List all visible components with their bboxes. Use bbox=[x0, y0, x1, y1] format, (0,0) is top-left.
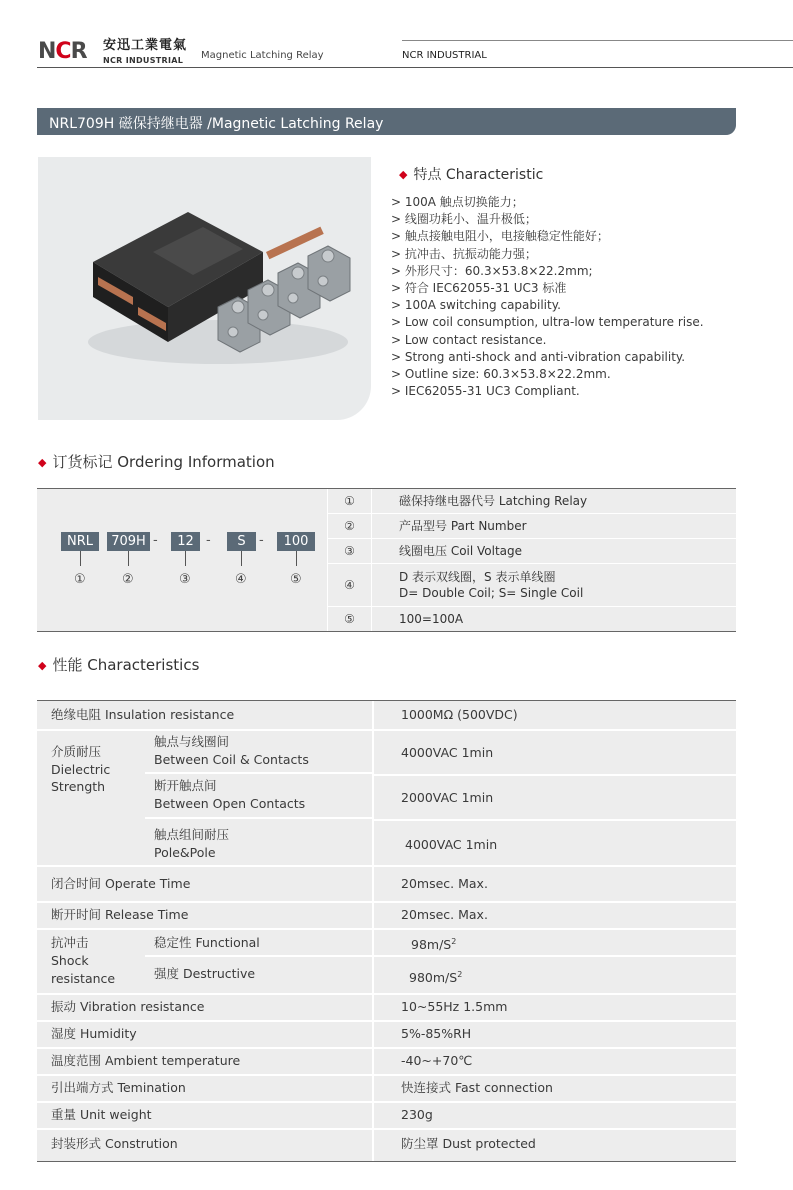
spec-label-cell bbox=[37, 995, 372, 1020]
spec-label-cell bbox=[37, 1049, 372, 1074]
feature-item: > 触点接触电阻小，电接触稳定性能好； bbox=[391, 229, 609, 244]
spec-value-cell bbox=[374, 957, 736, 993]
code-coil: S bbox=[227, 532, 256, 551]
code-index: ① bbox=[74, 572, 86, 587]
dielectric-sub-label: Pole&Pole bbox=[154, 845, 216, 860]
shock-sub-label: 稳定性 Functional bbox=[154, 935, 260, 950]
spec-value: 快连接式 Fast connection bbox=[401, 1080, 553, 1095]
code-voltage: 12 bbox=[171, 532, 200, 551]
superscript: 2 bbox=[457, 970, 463, 979]
ordering-row-num: ④ bbox=[328, 564, 371, 606]
spec-label: 重量 Unit weight bbox=[51, 1107, 152, 1122]
ordering-row-text: 产品型号 Part Number bbox=[372, 514, 736, 538]
page-title: NRL709H 磁保持继电器 /Magnetic Latching Relay bbox=[49, 116, 384, 132]
spec-label: 封装形式 Constrution bbox=[51, 1136, 178, 1151]
dielectric-group bbox=[37, 731, 372, 865]
diamond-bullet-icon: ◆ bbox=[38, 659, 47, 672]
spec-value: 4000VAC 1min bbox=[405, 837, 498, 852]
ordering-row-num: ② bbox=[328, 514, 371, 538]
shock-label-en: Shock bbox=[51, 953, 89, 968]
ordering-row-num: ⑤ bbox=[328, 607, 371, 631]
spec-label: 温度范围 Ambient temperature bbox=[51, 1053, 241, 1068]
spec-label-cell bbox=[37, 903, 372, 928]
code-dash: - bbox=[206, 533, 211, 548]
feature-item: > Low coil consumption, ultra-low temperature rise. bbox=[391, 315, 704, 330]
performance-bottom-rule bbox=[37, 1161, 736, 1162]
spec-value-cell bbox=[374, 903, 736, 928]
spec-value bbox=[411, 933, 456, 953]
spec-value-cell bbox=[374, 1103, 736, 1128]
spec-value-cell bbox=[374, 1022, 736, 1047]
performance-heading-text: 性能 Characteristics bbox=[52, 656, 200, 674]
code-model: 709H bbox=[107, 532, 150, 551]
code-stem bbox=[80, 551, 81, 566]
code-dash: - bbox=[259, 533, 264, 548]
code-index: ⑤ bbox=[290, 572, 302, 587]
dielectric-sub-label: 触点与线圈间 bbox=[154, 734, 230, 749]
dielectric-sub-label: 触点组间耐压 bbox=[154, 827, 230, 842]
spec-label-cell bbox=[37, 1076, 372, 1101]
spec-value-cell bbox=[374, 1049, 736, 1074]
ordering-row-num: ① bbox=[328, 489, 371, 513]
dielectric-sub-label: 断开触点间 bbox=[154, 778, 217, 793]
spec-value: 230g bbox=[401, 1107, 433, 1122]
relay-product-illustration bbox=[38, 157, 371, 420]
row-divider bbox=[145, 772, 372, 774]
logo-chinese: 安迅工業電氣 bbox=[103, 38, 188, 53]
code-series: NRL bbox=[61, 532, 99, 551]
spec-value: 20msec. Max. bbox=[401, 876, 488, 891]
shock-label-en: resistance bbox=[51, 971, 116, 986]
spec-value-cell bbox=[374, 867, 736, 901]
code-index: ③ bbox=[179, 572, 191, 587]
shock-label-cn: 抗冲击 bbox=[51, 935, 89, 950]
code-stem bbox=[185, 551, 186, 566]
dielectric-sub-label: Between Open Contacts bbox=[154, 796, 306, 811]
spec-value-cell bbox=[374, 731, 736, 774]
ordering-heading bbox=[38, 451, 275, 472]
spec-label: 闭合时间 Operate Time bbox=[51, 876, 191, 891]
spec-value-cell bbox=[374, 995, 736, 1020]
logo-accent bbox=[58, 40, 78, 64]
feature-item: > Low contact resistance. bbox=[391, 332, 547, 347]
header-top-rule bbox=[402, 40, 793, 41]
spec-value-text: 980m/S bbox=[409, 970, 458, 986]
characteristic-heading-text: 特点 Characteristic bbox=[413, 167, 544, 183]
code-current: 100 bbox=[277, 532, 315, 551]
ordering-row-text: 线圈电压 Coil Voltage bbox=[372, 539, 736, 563]
feature-item: > 100A switching capability. bbox=[391, 298, 561, 313]
feature-item: > Outline size: 60.3×53.8×22.2mm. bbox=[391, 367, 611, 382]
ordering-row-line: D 表示双线圈，S 表示单线圈 bbox=[399, 570, 556, 584]
feature-item: > 线圈功耗小、温升极低； bbox=[391, 212, 537, 227]
spec-value: 2000VAC 1min bbox=[401, 790, 494, 805]
row-divider bbox=[145, 955, 372, 957]
dielectric-label-cn: 介质耐压 bbox=[51, 744, 102, 759]
code-stem bbox=[241, 551, 242, 566]
feature-item: > 抗冲击、抗振动能力强； bbox=[391, 246, 537, 261]
spec-value-cell bbox=[374, 821, 736, 865]
spec-label: 断开时间 Release Time bbox=[51, 907, 189, 922]
logo-english: NCR INDUSTRIAL bbox=[103, 56, 184, 65]
feature-item: > 外形尺寸：60.3×53.8×22.2mm; bbox=[391, 263, 593, 278]
header-company: NCR INDUSTRIAL bbox=[402, 50, 487, 61]
dielectric-sub-label: Between Coil & Contacts bbox=[154, 752, 309, 767]
logo-mark-text: NCR bbox=[38, 39, 87, 64]
spec-value-cell bbox=[374, 1076, 736, 1101]
spec-label-cell bbox=[37, 701, 372, 729]
superscript: 2 bbox=[451, 937, 457, 946]
spec-value-cell bbox=[374, 930, 736, 955]
code-dash: - bbox=[153, 533, 158, 548]
ordering-row-text bbox=[372, 564, 736, 606]
spec-value-text: 98m/S bbox=[411, 937, 452, 953]
diamond-bullet-icon: ◆ bbox=[38, 456, 47, 469]
row-divider bbox=[145, 817, 372, 819]
shock-group bbox=[37, 930, 372, 993]
spec-label: 绝缘电阻 Insulation resistance bbox=[51, 707, 235, 722]
ordering-row-text: 磁保持继电器代号 Latching Relay bbox=[372, 489, 736, 513]
diamond-bullet-icon: ◆ bbox=[399, 168, 408, 181]
shock-sub-label: 强度 Destructive bbox=[154, 966, 256, 981]
spec-label-cell bbox=[37, 1022, 372, 1047]
code-stem bbox=[128, 551, 129, 566]
spec-value bbox=[409, 966, 462, 986]
ordering-heading-text: 订货标记 Ordering Information bbox=[52, 453, 275, 471]
ordering-row-num: ③ bbox=[328, 539, 371, 563]
title-bar bbox=[37, 108, 736, 135]
dielectric-label-en: Strength bbox=[51, 779, 106, 794]
product-image-panel bbox=[38, 157, 371, 420]
header-product: Magnetic Latching Relay bbox=[201, 50, 324, 61]
spec-value-cell bbox=[374, 776, 736, 819]
spec-label: 引出端方式 Temination bbox=[51, 1080, 186, 1095]
code-index: ② bbox=[122, 572, 134, 587]
spec-label: 振动 Vibration resistance bbox=[51, 999, 205, 1014]
ordering-row-text: 100=100A bbox=[372, 607, 736, 631]
feature-item: > IEC62055-31 UC3 Compliant. bbox=[391, 384, 580, 399]
spec-label-cell bbox=[37, 1103, 372, 1128]
dielectric-label-en: Dielectric bbox=[51, 762, 111, 777]
ordering-row-line: D= Double Coil; S= Single Coil bbox=[399, 586, 584, 600]
spec-value: -40~+70℃ bbox=[401, 1053, 473, 1068]
spec-label: 湿度 Humidity bbox=[51, 1026, 137, 1041]
spec-label-cell bbox=[37, 1130, 372, 1161]
spec-value: 20msec. Max. bbox=[401, 907, 488, 922]
spec-value: 5%-85%RH bbox=[401, 1026, 472, 1041]
spec-value-cell bbox=[374, 1130, 736, 1161]
ordering-bottom-rule bbox=[37, 631, 736, 632]
spec-value: 4000VAC 1min bbox=[401, 745, 494, 760]
header-rule bbox=[37, 67, 793, 68]
spec-value: 10~55Hz 1.5mm bbox=[401, 999, 508, 1014]
spec-label-cell bbox=[37, 867, 372, 901]
feature-item: > Strong anti-shock and anti-vibration capability. bbox=[391, 349, 686, 364]
code-stem bbox=[296, 551, 297, 566]
spec-value-cell bbox=[374, 701, 736, 729]
feature-item: > 符合 IEC62055-31 UC3 标准 bbox=[391, 281, 567, 296]
spec-value: 防尘罩 Dust protected bbox=[401, 1136, 536, 1151]
code-index: ④ bbox=[235, 572, 247, 587]
spec-value: 1000MΩ (500VDC) bbox=[401, 707, 518, 722]
characteristic-heading bbox=[399, 164, 543, 184]
feature-item: > 100A 触点切换能力； bbox=[391, 195, 524, 209]
performance-heading bbox=[38, 654, 199, 675]
feature-list bbox=[391, 194, 704, 400]
